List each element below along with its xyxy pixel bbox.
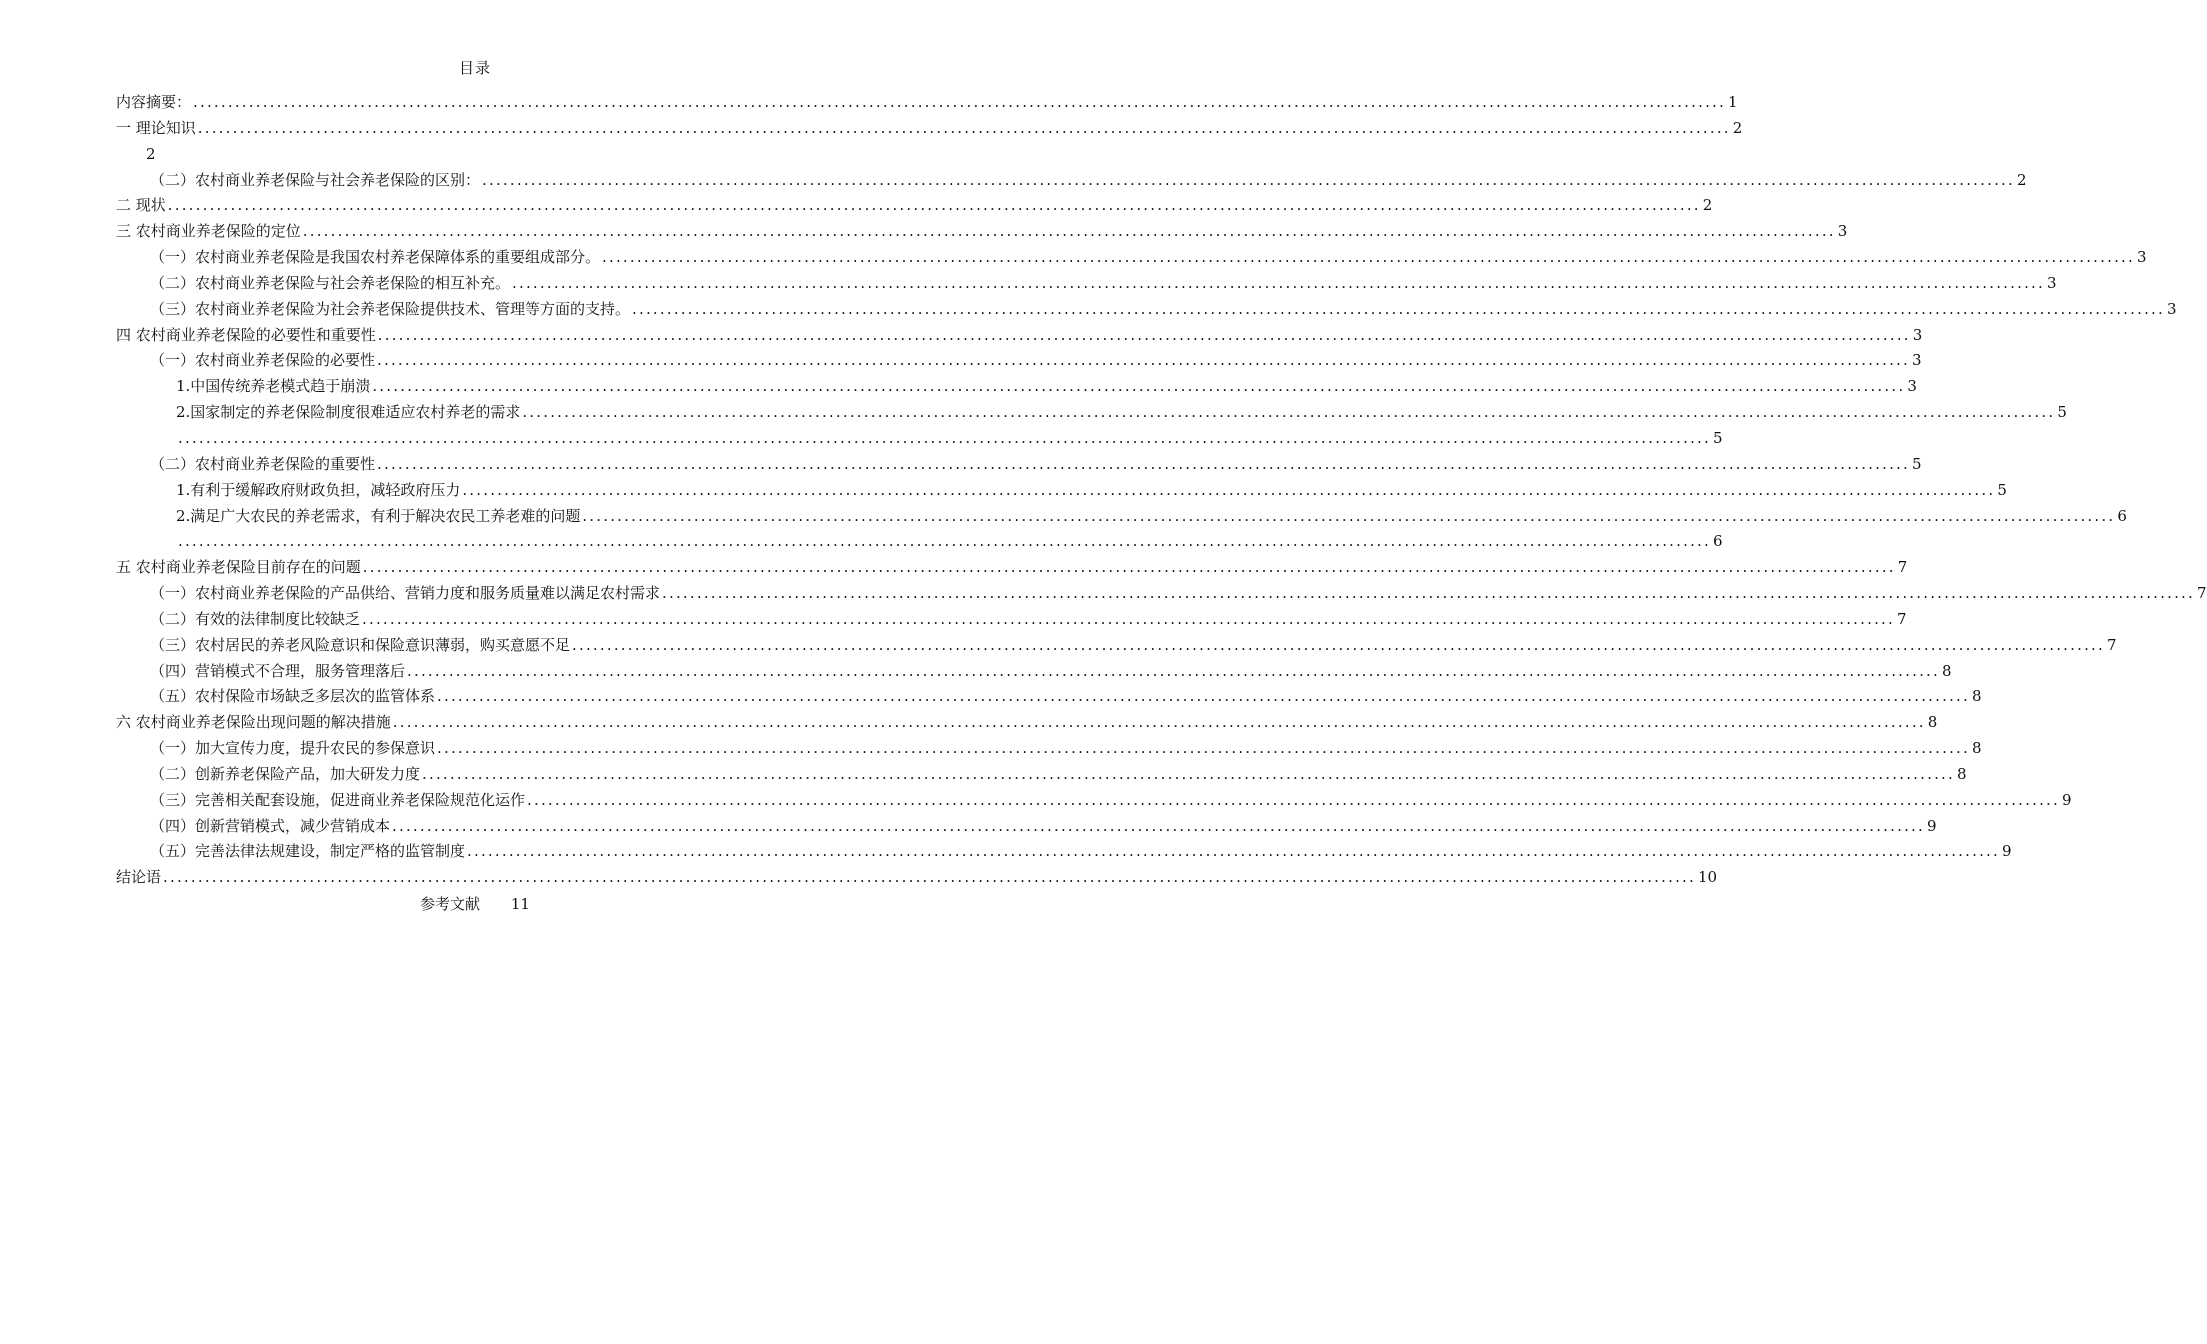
toc-entry-page-number: 3 — [1837, 222, 1848, 241]
toc-entry-label: 2.满足广大农民的养老需求，有利于解决农民工养老难的问题 — [176, 506, 581, 525]
references-entry — [0, 892, 950, 916]
toc-leader-dots: ............................................................................................................................................................................................................................ — [572, 635, 2105, 654]
toc-leader-dots: ............................................................................................................................................................................................................................ — [512, 273, 2045, 292]
toc-entry-label: 1.中国传统养老模式趋于崩溃 — [176, 377, 371, 396]
toc-entry-page-number: 3 — [1912, 325, 1923, 344]
toc-entry-label: （一）农村商业养老保险是我国农村养老保障体系的重要组成部分。 — [150, 248, 601, 267]
toc-entry-label: （一）农村商业养老保险的必要性 — [150, 351, 376, 370]
toc-entry[interactable] — [116, 529, 1723, 555]
toc-leader-dots: ............................................................................................................................................................................................................................ — [437, 687, 1970, 706]
toc-leader-dots: ............................................................................................................................................................................................................................ — [462, 480, 1996, 499]
toc-entry[interactable] — [116, 193, 1713, 219]
toc-leader-dots: ............................................................................................................................................................................................................................ — [163, 868, 1696, 887]
toc-entry-page-number: 5 — [1912, 454, 1922, 473]
toc-leader-dots: ............................................................................................................................................................................................................................ — [422, 764, 1955, 783]
toc-entry-page-number: 9 — [2062, 790, 2072, 809]
toc-leader-dots: ............................................................................................................................................................................................................................ — [582, 506, 2116, 525]
references-page-number: 11 — [510, 895, 530, 913]
toc-entry[interactable] — [116, 323, 1923, 349]
toc-entry[interactable] — [116, 245, 2147, 271]
toc-entry[interactable] — [116, 426, 1723, 452]
toc-entry[interactable] — [116, 814, 1937, 840]
toc-entry-label: 2 — [146, 144, 156, 163]
toc-entry-label: 四 农村商业养老保险的必要性和重要性 — [116, 325, 376, 344]
toc-entry-label: （五）农村保险市场缺乏多层次的监管体系 — [150, 687, 436, 706]
toc-entry[interactable] — [116, 633, 2117, 659]
toc-entry-label: 五 农村商业养老保险目前存在的问题 — [116, 558, 361, 577]
toc-leader-dots: ............................................................................................................................................................................................................................ — [377, 454, 1910, 473]
toc-leader-dots: ............................................................................................................................................................................................................................ — [392, 816, 1925, 835]
toc-entry[interactable] — [116, 116, 1743, 142]
toc-entry-label: （二）有效的法律制度比较缺乏 — [150, 609, 361, 628]
toc-entry-page-number: 5 — [1712, 428, 1723, 447]
toc-entry[interactable] — [116, 659, 1952, 685]
toc-entry-page-number: 7 — [1897, 609, 1907, 628]
toc-entry-label: 六 农村商业养老保险出现问题的解决措施 — [116, 713, 391, 732]
toc-entry-page-number: 8 — [1972, 687, 1982, 706]
toc-entry-label: （三）完善相关配套设施，促进商业养老保险规范化运作 — [150, 790, 526, 809]
toc-leader-dots: ............................................................................................................................................................................................................................ — [437, 739, 1970, 758]
toc-entry[interactable] — [116, 555, 1908, 581]
toc-entry-page-number: 7 — [2107, 635, 2117, 654]
toc-leader-dots: ............................................................................................................................................................................................................................ — [178, 532, 1711, 551]
references-label: 参考文献 — [420, 895, 481, 913]
toc-entry-label: 一 理论知识 — [116, 118, 196, 137]
toc-entry-label: （三）农村居民的养老风险意识和保险意识薄弱，购买意愿不足 — [150, 635, 571, 654]
toc-entry[interactable] — [116, 736, 1982, 762]
toc-entry-page-number: 9 — [2002, 842, 2012, 861]
toc-entry-page-number: 1 — [1728, 93, 1738, 111]
toc-entry-page-number: 2 — [2017, 170, 2027, 189]
toc-entry[interactable] — [116, 865, 1718, 891]
toc-entry-page-number: 8 — [1927, 713, 1938, 732]
toc-entry-label: 结论语 — [116, 868, 162, 887]
toc-leader-dots: ............................................................................................................................................................................................................................ — [197, 118, 1731, 137]
toc-entry-label: （四）创新营销模式，减少营销成本 — [150, 816, 391, 835]
toc-entry-page-number: 8 — [1942, 661, 1952, 680]
toc-entry-label: （二）农村商业养老保险与社会养老保险的区别： — [150, 170, 481, 189]
toc-entry-page-number: 8 — [1972, 739, 1982, 758]
toc-entry-page-number: 5 — [2057, 403, 2067, 422]
toc-entry-page-number: 3 — [1907, 377, 1917, 396]
toc-entry[interactable] — [116, 504, 2127, 530]
toc-entry-label: （二）农村商业养老保险与社会养老保险的相互补充。 — [150, 273, 511, 292]
toc-leader-dots: ............................................................................................................................................................................................................................ — [178, 428, 1711, 447]
toc-leader-dots: ............................................................................................................................................................................................................................ — [377, 325, 1911, 344]
toc-entry-label: 内容摘要： — [116, 93, 192, 111]
toc-entry[interactable] — [116, 478, 2007, 504]
toc-entry-page-number: 6 — [2117, 506, 2127, 525]
toc-entry[interactable] — [116, 452, 1922, 478]
toc-leader-dots: ............................................................................................................................................................................................................................ — [377, 351, 1910, 370]
toc-leader-dots: ............................................................................................................................................................................................................................ — [522, 403, 2056, 422]
toc-entry[interactable] — [116, 271, 2057, 297]
toc-leader-dots: ............................................................................................................................................................................................................................ — [482, 170, 2015, 189]
toc-entry-page-number: 3 — [2047, 273, 2057, 292]
toc-entry[interactable] — [116, 90, 1738, 116]
toc-entry-page-number: 3 — [2167, 299, 2177, 318]
toc-entry[interactable] — [116, 710, 1938, 736]
toc-entry[interactable] — [116, 839, 2012, 865]
toc-entry[interactable] — [116, 348, 1922, 374]
toc-entry-label: 三 农村商业养老保险的定位 — [116, 222, 301, 241]
toc-entry[interactable] — [116, 142, 868, 168]
table-of-contents — [116, 90, 2207, 891]
toc-entry[interactable] — [116, 400, 2067, 426]
toc-entry-label: （二）农村商业养老保险的重要性 — [150, 454, 376, 473]
toc-entry-label: （三）农村商业养老保险为社会养老保险提供技术、管理等方面的支持。 — [150, 299, 631, 318]
toc-entry-page-number: 10 — [1698, 868, 1718, 887]
toc-leader-dots: ............................................................................................................................................................................................................................ — [527, 790, 2060, 809]
toc-entry-page-number: 7 — [1897, 558, 1908, 577]
toc-entry-page-number: 7 — [2197, 584, 2207, 603]
toc-entry-label: 1.有利于缓解政府财政负担，减轻政府压力 — [176, 480, 461, 499]
toc-leader-dots: ............................................................................................................................................................................................................................ — [407, 661, 1940, 680]
toc-entry-label: （二）创新养老保险产品，加大研发力度 — [150, 764, 421, 783]
toc-leader-dots: ............................................................................................................................................................................................................................ — [467, 842, 2000, 861]
toc-entry[interactable] — [116, 297, 2177, 323]
toc-entry-label: （一）加大宣传力度，提升农民的参保意识 — [150, 739, 436, 758]
toc-leader-dots: ............................................................................................................................................................................................................................ — [632, 299, 2165, 318]
toc-entry-label: 2.国家制定的养老保险制度很难适应农村养老的需求 — [176, 403, 521, 422]
toc-leader-dots: ............................................................................................................................................................................................................................ — [193, 93, 1726, 111]
toc-leader-dots: ............................................................................................................................................................................................................................ — [372, 377, 1906, 396]
toc-leader-dots: ............................................................................................................................................................................................................................ — [362, 609, 1895, 628]
toc-leader-dots: ............................................................................................................................................................................................................................ — [302, 222, 1836, 241]
toc-entry-page-number: 3 — [1912, 351, 1922, 370]
toc-leader-dots: ............................................................................................................................................................................................................................ — [662, 584, 2195, 603]
toc-leader-dots: ............................................................................................................................................................................................................................ — [602, 248, 2135, 267]
toc-entry[interactable] — [116, 374, 1917, 400]
toc-entry-label: （四）营销模式不合理，服务管理落后 — [150, 661, 406, 680]
toc-entry[interactable] — [116, 684, 1982, 710]
toc-entry[interactable] — [116, 219, 1848, 245]
toc-entry-label: （五）完善法律法规建设，制定严格的监管制度 — [150, 842, 466, 861]
toc-entry-page-number: 9 — [1927, 816, 1937, 835]
toc-entry[interactable] — [116, 581, 2207, 607]
toc-leader-dots: ............................................................................................................................................................................................................................ — [392, 713, 1926, 732]
toc-entry[interactable] — [116, 762, 1967, 788]
toc-entry-page-number: 2 — [1732, 118, 1743, 137]
toc-entry[interactable] — [116, 168, 2027, 194]
toc-leader-dots: ............................................................................................................................................................................................................................ — [167, 196, 1701, 215]
toc-entry-label: 二 现状 — [116, 196, 166, 215]
toc-entry[interactable] — [116, 788, 2072, 814]
toc-entry-page-number: 2 — [1702, 196, 1713, 215]
toc-entry-page-number: 3 — [2137, 248, 2147, 267]
toc-title: 目录 — [458, 59, 491, 77]
toc-entry[interactable] — [116, 607, 1907, 633]
toc-entry-page-number: 5 — [1997, 480, 2007, 499]
toc-entry-label: （一）农村商业养老保险的产品供给、营销力度和服务质量难以满足农村需求 — [150, 584, 661, 603]
toc-leader-dots: ............................................................................................................................................................................................................................ — [362, 558, 1896, 577]
toc-entry-page-number: 6 — [1712, 532, 1723, 551]
toc-entry-page-number: 8 — [1957, 764, 1967, 783]
